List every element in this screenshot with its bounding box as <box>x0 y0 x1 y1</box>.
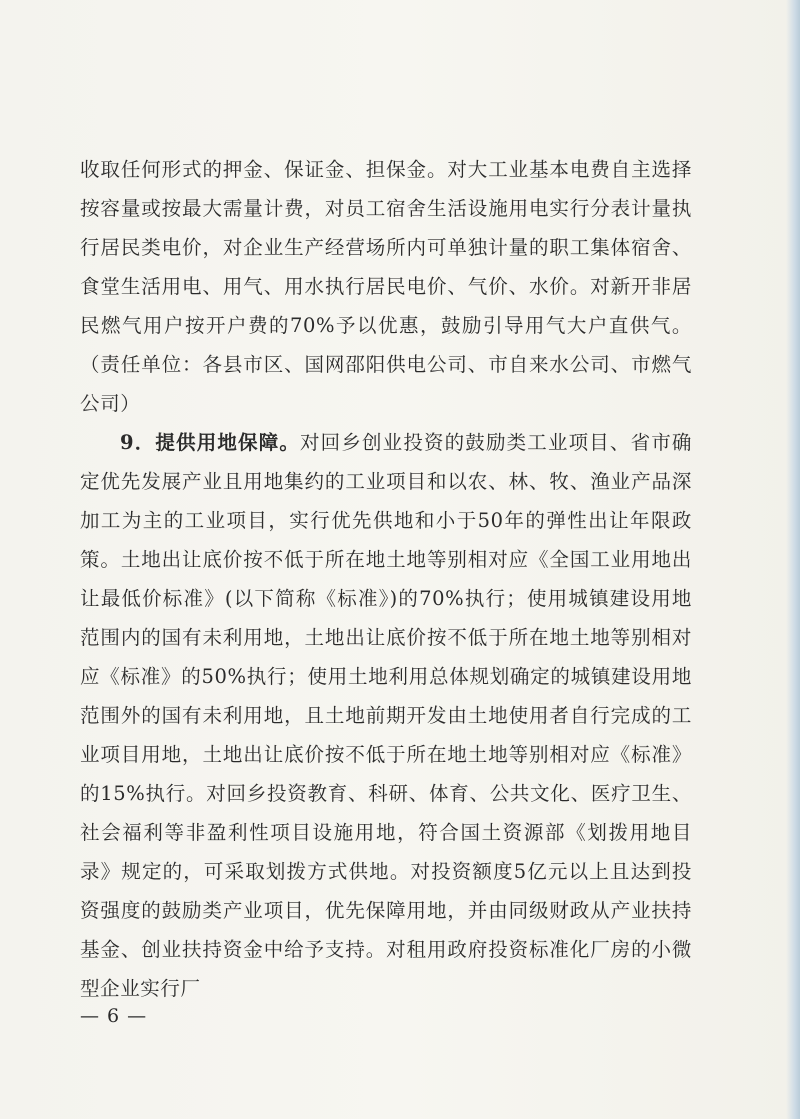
paragraph-utility-pricing: 收取任何形式的押金、保证金、担保金。对大工业基本电费自主选择按容量或按最大需量计费，对员工宿舍生活设施用电实行分表计量执行居民类电价，对企业生产经营场所内可单独计量的职工集体宿舍、食堂生活用电、用气、用水执行居民电价、气价、水价。对新开非居民燃气用户按开户费的70%予以优惠，鼓励引导用气大户直供气。（责任单位：各县市区、国网邵阳供电公司、市自来水公司、市燃气公司） <box>80 158 692 415</box>
paragraph-body: 对回乡创业投资的鼓励类工业项目、省市确定优先发展产业且用地集约的工业项目和以农、林、牧、渔业产品深加工为主的工业项目，实行优先供地和小于50年的弹性出让年限政策。土地出让底价按不低于所在地土地等别相对应《全国工业用地出让最低价标准》(以下简称《标准》)的70%执行；使用城镇建设用地范围内的国有未利用地，土地出让底价按不低于所在地土地等别相对应《标准》的50%执行；使用土地利用总体规划确定的城镇建设用地范围外的国有未利用地，且土地前期开发由土地使用者自行完成的工业项目用地，土地出让底价按不低于所在地土地等别相对应《标准》的15%执行。对回乡投资教育、科研、体育、公共文化、医疗卫生、社会福利等非盈利性项目设施用地，符合国土资源部《划拨用地目录》规定的，可采取划拨方式供地。对投资额度5亿元以上且达到投资强度的鼓励类产业项目，优先保障用地，并由同级财政从产业扶持基金、创业扶持资金中给予支持。对租用政府投资标准化厂房的小微型企业实行厂 <box>80 431 692 1000</box>
paragraph-heading: 9．提供用地保障。 <box>120 431 301 454</box>
scan-edge-shadow <box>786 0 800 1119</box>
paragraph-land-guarantee <box>80 423 692 1008</box>
page-number: — 6 — <box>80 1005 148 1027</box>
